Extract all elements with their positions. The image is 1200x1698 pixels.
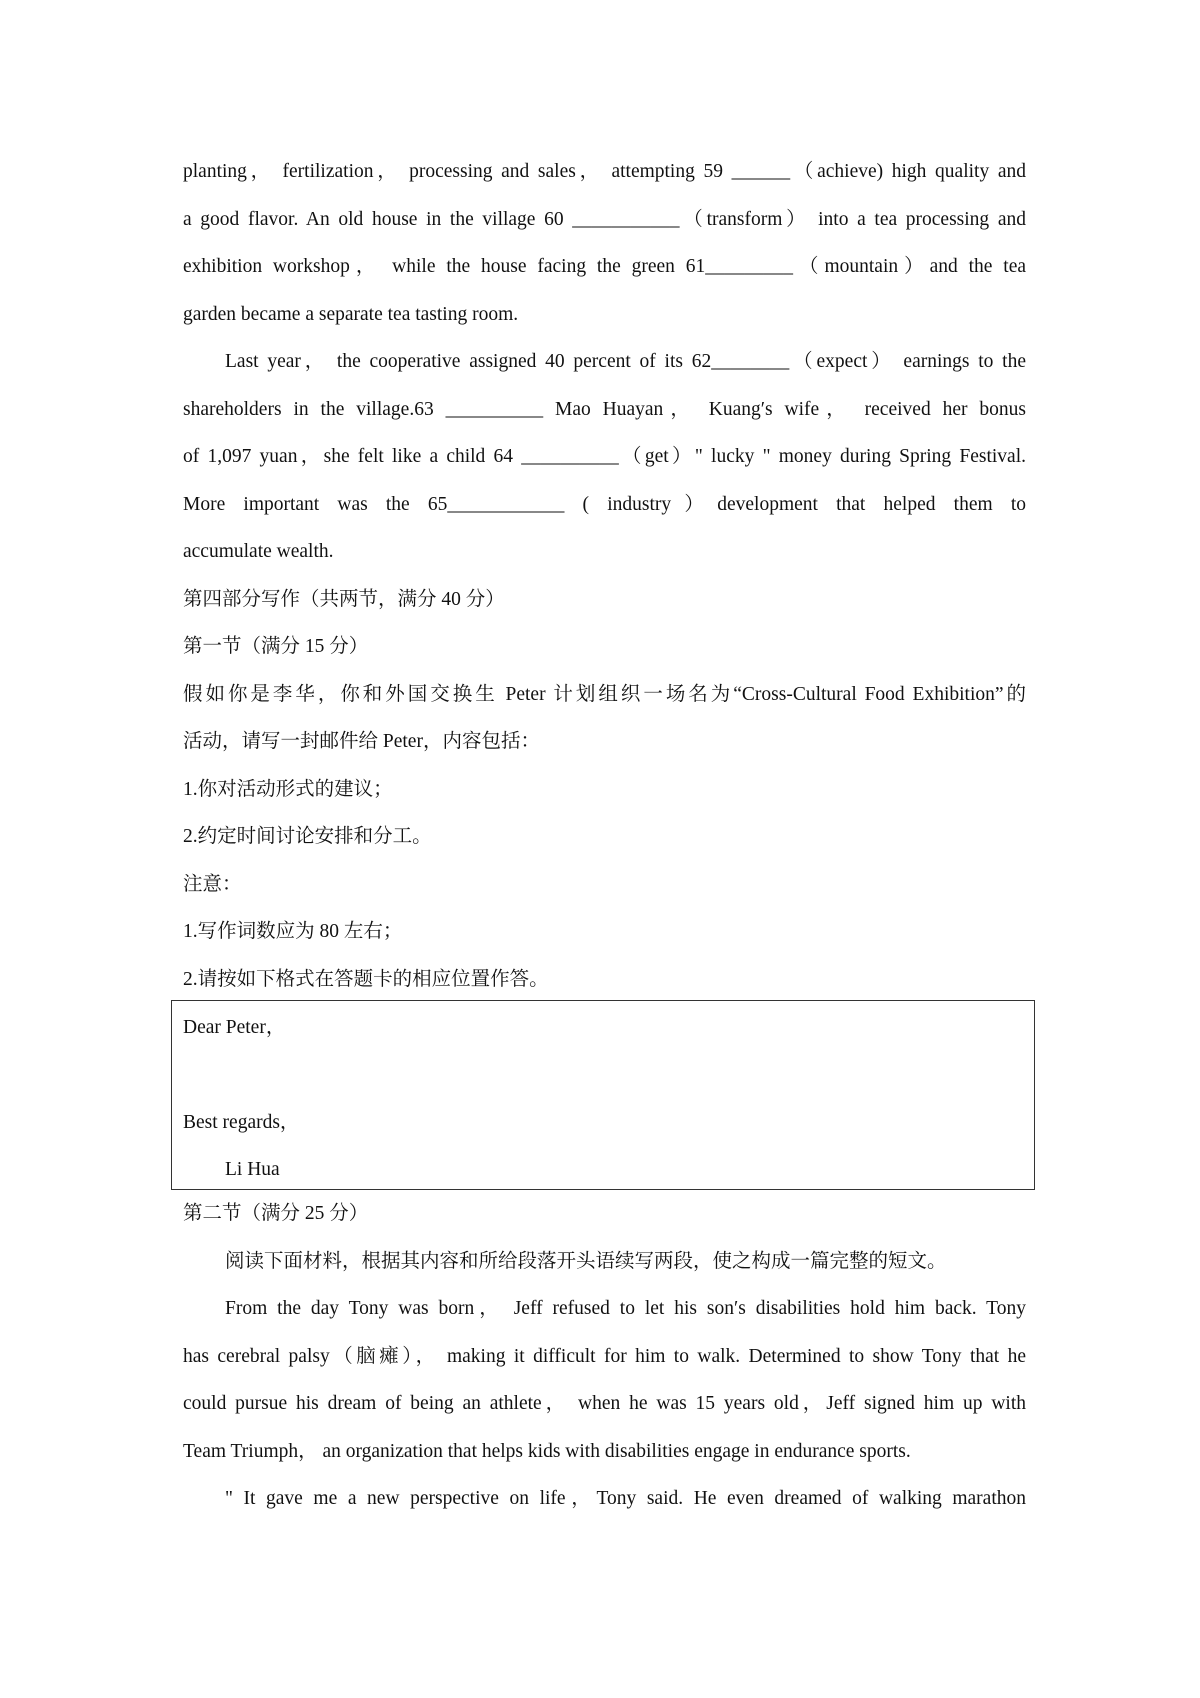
section2 [183, 1190, 1026, 1523]
passage [183, 148, 1026, 1003]
part4-title: 第四部分写作（共两节，满分 40 分） [183, 588, 505, 610]
passage-line: a good flavor. An old house in the village 60 ___________（transform） into a tea processing and [183, 208, 1026, 230]
task-line: 活动，请写一封邮件给 Peter，内容包括： [183, 731, 540, 752]
paragraph2-line: shareholders in the village.63 __________ Mao Huayan， Kuang′s wife， received her bonus [183, 398, 1026, 420]
task-line: 假如你是李华，你和外国交换生 Peter 计划组织一场名为“Cross-Cultural Food Exhibition”的 [183, 683, 1026, 705]
section2-title: 第二节（满分 25 分） [183, 1203, 369, 1224]
task-item: 1.你对活动形式的建议； [183, 778, 393, 800]
passage-line: planting， fertilization， processing and sales， attempting 59 ______（achieve) high quality and [183, 161, 1026, 182]
passage-line: garden became a separate tea tasting room. [183, 303, 519, 325]
paragraph2-line: of 1,097 yuan，she felt like a child 64 __________（get）" lucky " money during Spring Festival. [183, 446, 1026, 467]
story-line: has cerebral palsy（脑瘫）， making it difficult for him to walk. Determined to show Tony that he [183, 1345, 1026, 1367]
story-line: " It gave me a new perspective on life，Tony said. He even dreamed of walking marathon [225, 1488, 1026, 1509]
letter-signature: Li Hua [225, 1159, 280, 1180]
paragraph2-line: Last year， the cooperative assigned 40 percent of its 62________（expect） earnings to the [225, 351, 1026, 372]
paragraph2-line: More important was the 65____________ ( industry）development that helped them to [183, 493, 1026, 515]
story-line: could pursue his dream of being an athlete， when he was 15 years old，Jeff signed him up with [183, 1393, 1026, 1414]
letter-greeting: Dear Peter， [183, 1017, 286, 1038]
passage-line: exhibition workshop， while the house facing the green 61_________（mountain）and the tea [183, 256, 1026, 277]
task-item: 2.约定时间讨论安排和分工。 [183, 826, 432, 847]
note-item: 1.写作词数应为 80 左右； [183, 921, 403, 942]
paragraph2-line: accumulate wealth. [183, 541, 334, 562]
section2-instruction: 阅读下面材料，根据其内容和所给段落开头语续写两段，使之构成一篇完整的短文。 [225, 1250, 947, 1272]
letter-closing: Best regards， [183, 1112, 300, 1133]
letter-format-box [171, 1000, 1035, 1190]
section1-title: 第一节（满分 15 分） [183, 636, 369, 657]
story-line: From the day Tony was born， Jeff refused to let his son′s disabilities hold him back. Tony [225, 1298, 1026, 1319]
story-line: Team Triumph， an organization that helps kids with disabilities engage in endurance sports. [183, 1440, 911, 1462]
note-label: 注意： [183, 873, 242, 895]
note-item: 2.请按如下格式在答题卡的相应位置作答。 [183, 968, 549, 990]
